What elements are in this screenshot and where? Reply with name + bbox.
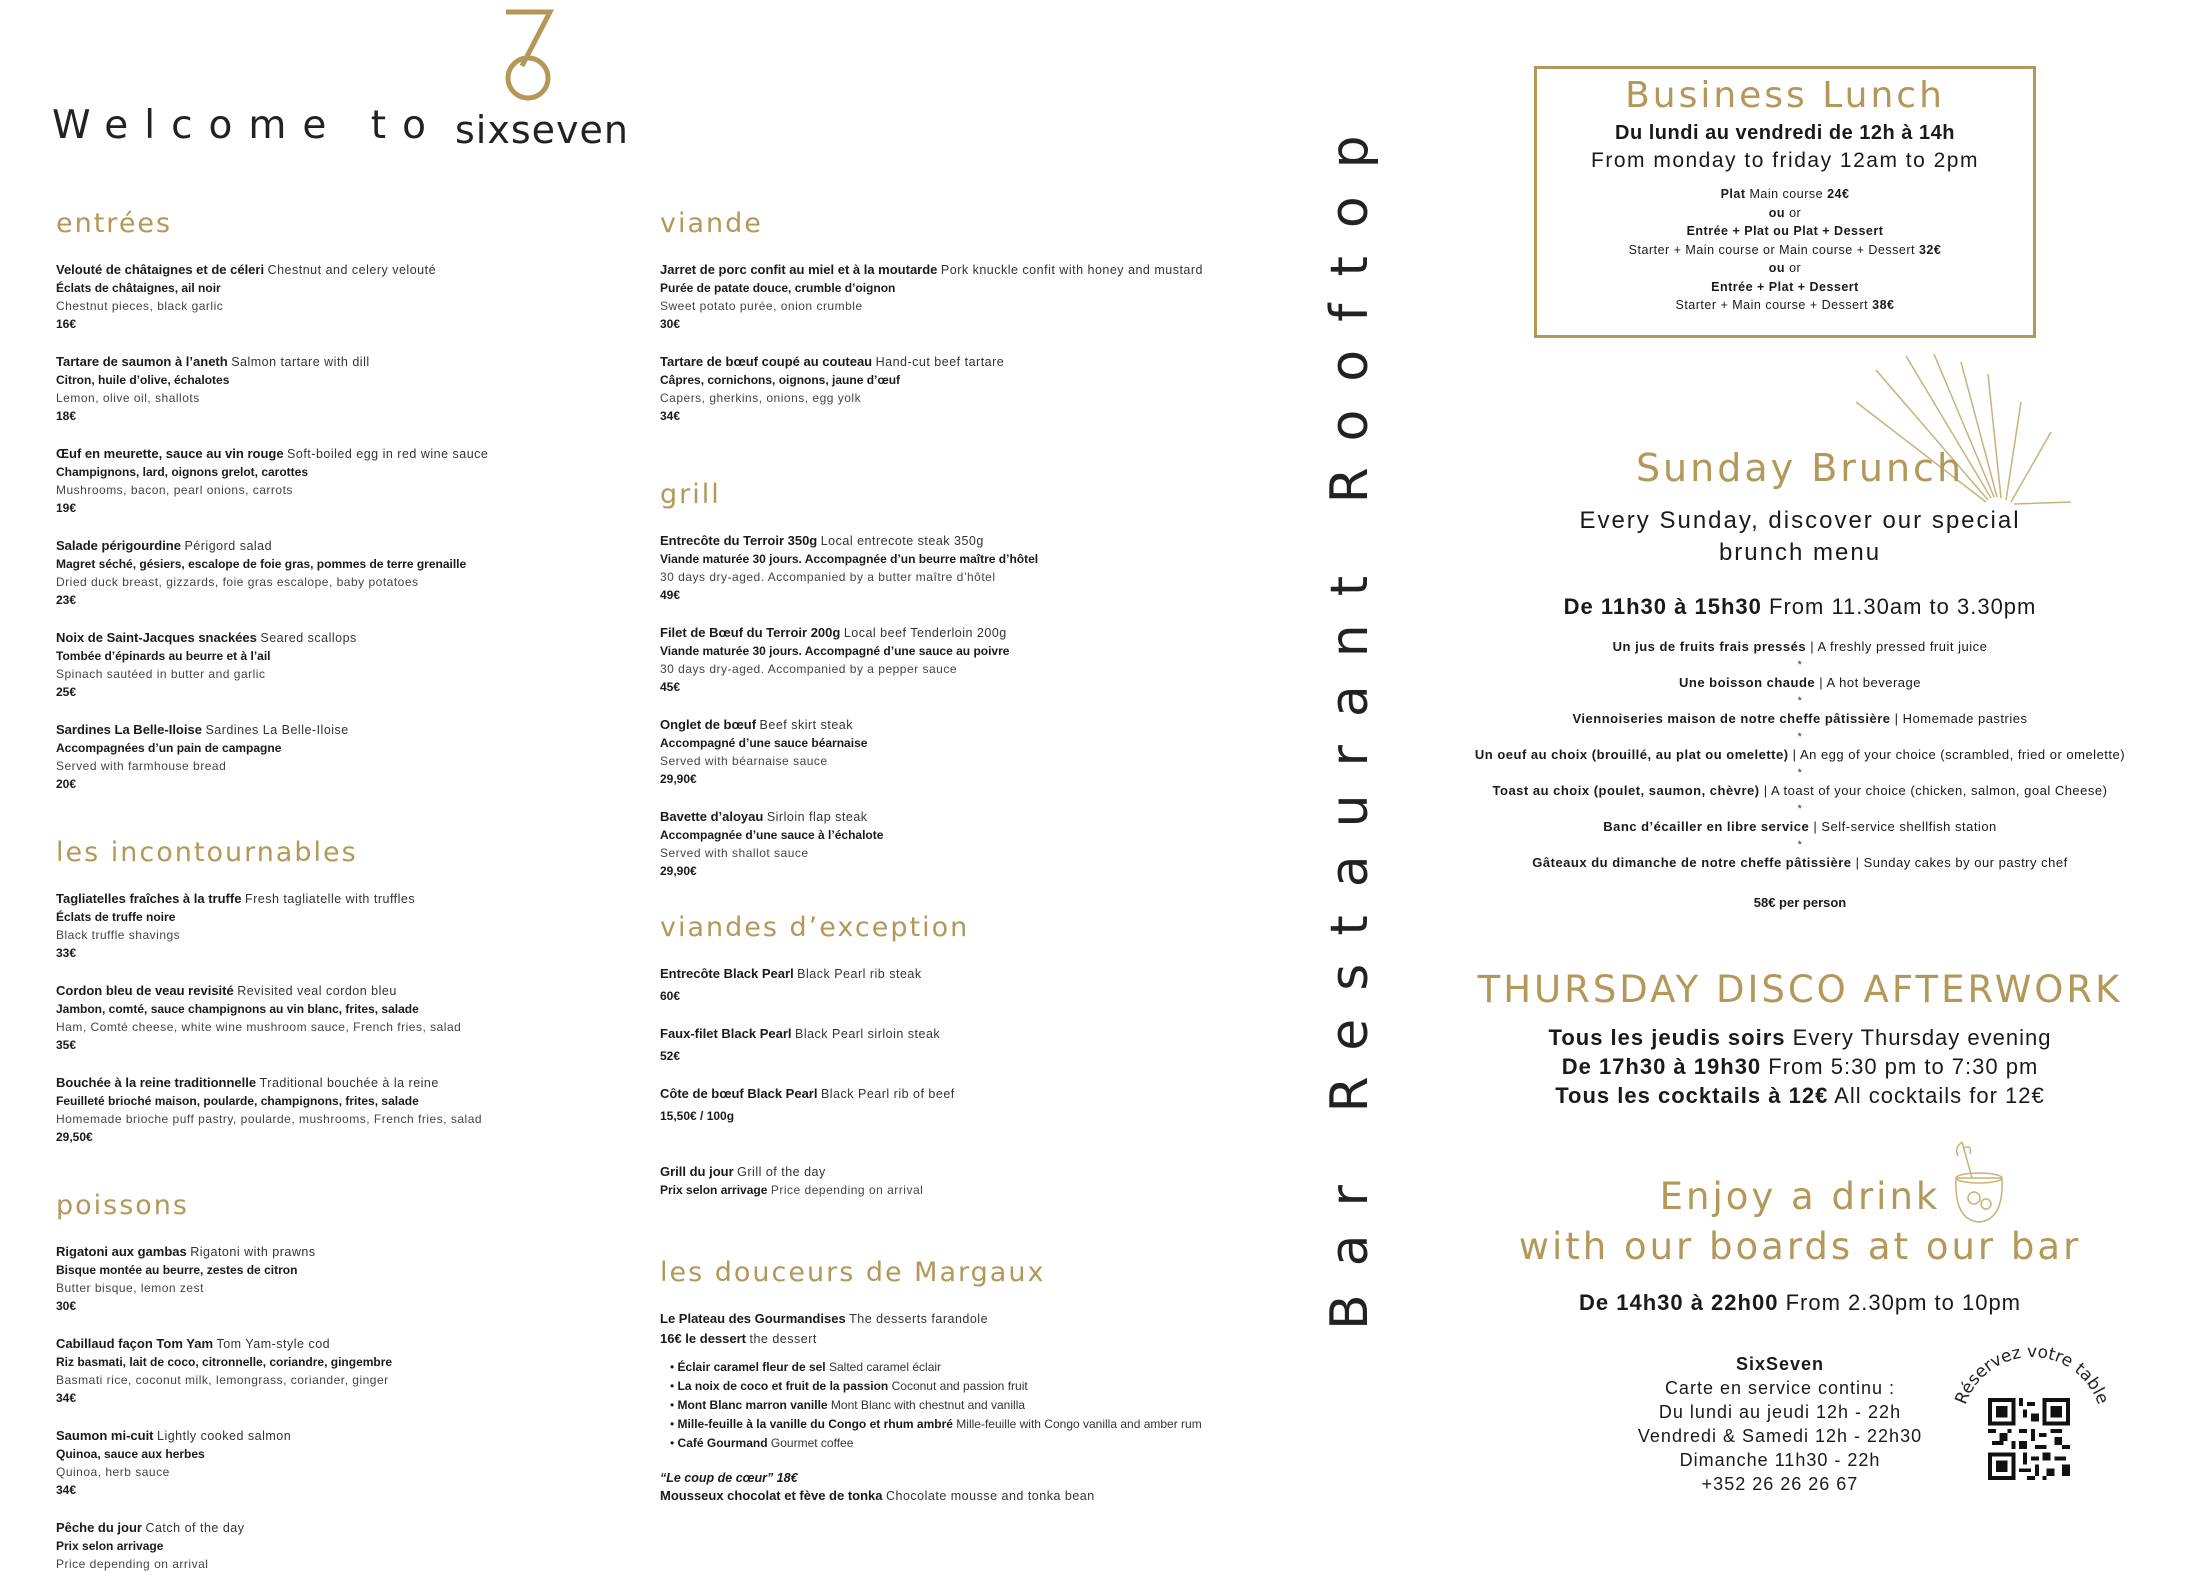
item-name: Entrecôte du Terroir 350g: [660, 533, 818, 548]
section-douceurs: [660, 1257, 1320, 1505]
item-sub: Butter bisque, lemon zest: [56, 1281, 204, 1295]
item-name: Grill du jour: [660, 1164, 734, 1179]
brunch-separator: *: [1797, 803, 1803, 815]
formula-two-courses: Entrée + Plat ou Plat + Dessert: [1686, 224, 1884, 238]
menu-item: [56, 261, 616, 333]
item-sub: Price depending on arrival: [770, 1183, 924, 1197]
formula-three-courses-en: Starter + Main course + Dessert: [1675, 298, 1869, 312]
item-en: Local entrecote steak 350g: [820, 534, 984, 548]
formula-three-courses-price: 38€: [1872, 298, 1895, 312]
brunch-item-fr: Viennoiseries maison de notre cheffe pâtissière: [1572, 711, 1891, 726]
disco-cocktails-fr: Tous les cocktails à 12€: [1555, 1083, 1829, 1108]
restaurant-name: SixSeven: [1735, 1354, 1825, 1374]
item-sub: Quinoa, herb sauce: [56, 1465, 170, 1479]
dessert-en: Salted caramel éclair: [828, 1360, 942, 1374]
qr-code-icon[interactable]: [1988, 1398, 2070, 1480]
item-sub: Served with béarnaise sauce: [660, 754, 828, 768]
brunch-separator: *: [1797, 839, 1803, 851]
sunday-brunch-items: [1420, 638, 2180, 872]
item-name: Faux-filet Black Pearl: [660, 1026, 792, 1041]
item-price: 34€: [56, 1483, 77, 1497]
menu-item: [660, 1025, 1320, 1065]
menu-item: [660, 624, 1320, 696]
brunch-separator: *: [1797, 731, 1803, 743]
formula-two-courses-en: Starter + Main course or Main course + Dessert: [1628, 242, 1915, 257]
item-fr: Bisque montée au beurre, zestes de citron: [56, 1263, 298, 1277]
item-en: Traditional bouchée à la reine: [259, 1076, 439, 1090]
menu-item: [660, 965, 1320, 1005]
item-price: 60€: [660, 989, 681, 1003]
item-en: Salmon tartare with dill: [231, 355, 370, 369]
brunch-item: [1420, 674, 2180, 692]
item-en: Soft-boiled egg in red wine sauce: [287, 447, 489, 461]
item-en: Black Pearl sirloin steak: [794, 1027, 941, 1041]
item-price: 15,50€ / 100g: [660, 1109, 735, 1123]
item-price: 30€: [660, 317, 681, 331]
brunch-item-en: | Sunday cakes by our pastry chef: [1855, 855, 2068, 870]
item-en: Beef skirt steak: [759, 718, 853, 732]
exception-list: [660, 965, 1320, 1125]
drink-title-1: Enjoy a drink: [1659, 1175, 1941, 1218]
formula-plat-en: Main course: [1749, 187, 1824, 201]
menu-item: [660, 1085, 1320, 1125]
welcome-text: Welcome to: [52, 103, 442, 148]
disco-time-fr: De 17h30 à 19h30: [1561, 1054, 1762, 1079]
dessert-en: Gourmet coffee: [770, 1436, 854, 1450]
business-lunch-title: Business Lunch: [1625, 75, 1945, 116]
item-fr: Câpres, cornichons, oignons, jaune d’œuf: [660, 373, 901, 387]
item-fr: Riz basmati, lait de coco, citronnelle, coriandre, gingembre: [56, 1355, 393, 1369]
section-title-poissons: poissons: [56, 1190, 189, 1221]
menu-item: [56, 629, 616, 701]
item-price: 45€: [660, 680, 681, 694]
item-name: Cordon bleu de veau revisité: [56, 983, 234, 998]
item-name: Bavette d’aloyau: [660, 809, 764, 824]
item-fr: Quinoa, sauce aux herbes: [56, 1447, 205, 1461]
item-sub: Price depending on arrival: [56, 1557, 209, 1571]
item-name: Bouchée à la reine traditionnelle: [56, 1075, 257, 1090]
section-poissons: [56, 1190, 616, 1573]
item-price: 35€: [56, 1038, 77, 1052]
item-fr: Feuilleté brioché maison, poularde, champignons, frites, salade: [56, 1094, 419, 1108]
section-title-entrees: entrées: [56, 208, 173, 239]
item-name: Filet de Bœuf du Terroir 200g: [660, 625, 841, 640]
coup-de-coeur-label: “Le coup de cœur” 18€: [660, 1471, 798, 1485]
mousse-name: Mousseux chocolat et fève de tonka: [660, 1488, 883, 1503]
item-sub: Spinach sautéed in butter and garlic: [56, 667, 266, 681]
dessert-name: Café Gourmand: [677, 1436, 768, 1450]
item-fr: Prix selon arrivage: [660, 1183, 768, 1197]
disco-title: THURSDAY DISCO AFTERWORK: [1477, 968, 2123, 1011]
or-fr: ou: [1768, 261, 1786, 275]
drink-title: [1420, 1172, 2180, 1272]
hours-sunday: Dimanche 11h30 - 22h: [1679, 1450, 1881, 1470]
item-price: 18€: [56, 409, 77, 423]
formula-plat: Plat: [1720, 187, 1746, 201]
brunch-item-fr: Un jus de fruits frais pressés: [1612, 639, 1807, 654]
or-fr: ou: [1768, 205, 1786, 220]
business-lunch-box: [1534, 66, 2036, 338]
sixseven-logo: [498, 6, 558, 106]
item-price: 29,90€: [660, 864, 697, 878]
brunch-item: [1420, 818, 2180, 836]
item-sub: Chestnut pieces, black garlic: [56, 299, 224, 313]
item-sub: 30 days dry-aged. Accompanied by a butter maître d’hôtel: [660, 570, 996, 584]
item-fr: Viande maturée 30 jours. Accompagnée d’un beurre maître d’hôtel: [660, 552, 1039, 566]
item-name: Rigatoni aux gambas: [56, 1244, 187, 1259]
drink-time: [1420, 1290, 2180, 1316]
item-sub: Mushrooms, bacon, pearl onions, carrots: [56, 483, 293, 497]
item-sub: 30 days dry-aged. Accompanied by a pepper sauce: [660, 662, 958, 676]
item-en: Rigatoni with prawns: [190, 1245, 316, 1259]
brunch-item: [1420, 638, 2180, 656]
dessert-item: • Éclair caramel fleur de sel Salted caramel éclair: [670, 1360, 942, 1374]
item-fr: Champignons, lard, oignons grelot, carottes: [56, 465, 309, 479]
service-note: Carte en service continu :: [1664, 1378, 1896, 1398]
dessert-name: Mille-feuille à la vanille du Congo et rhum ambré: [677, 1417, 953, 1431]
sunday-brunch-desc: [1420, 505, 2180, 569]
item-en: Sirloin flap steak: [766, 810, 868, 824]
brunch-item-fr: Toast au choix (poulet, saumon, chèvre): [1492, 783, 1760, 798]
reserve-text: Réservez votre table: [1951, 1341, 2113, 1408]
or-en: or: [1789, 261, 1802, 275]
item-en: Catch of the day: [145, 1521, 245, 1535]
item-fr: Accompagné d’une sauce béarnaise: [660, 736, 868, 750]
business-lunch-menu: [1537, 185, 2033, 315]
dessert-en: Mont Blanc with chestnut and vanilla: [830, 1398, 1026, 1412]
mousse-en: Chocolate mousse and tonka bean: [886, 1489, 1095, 1503]
item-en: Sardines La Belle-Iloise: [205, 723, 349, 737]
sunday-brunch-time: [1420, 594, 2180, 620]
menu-item: [56, 353, 616, 425]
hours-friday-saturday: Vendredi & Samedi 12h - 22h30: [1637, 1426, 1923, 1446]
item-en: Revisited veal cordon bleu: [237, 984, 397, 998]
item-price: 16€: [56, 317, 77, 331]
brunch-item-en: | A freshly pressed fruit juice: [1810, 639, 1988, 654]
drink-time-en: From 2.30pm to 10pm: [1785, 1290, 2022, 1315]
item-en: Pork knuckle confit with honey and mustard: [940, 263, 1204, 277]
disco-day-fr: Tous les jeudis soirs: [1548, 1025, 1786, 1050]
plateau-gourmandises: [660, 1310, 1320, 1348]
brunch-item: [1420, 782, 2180, 800]
item-price: 29,90€: [660, 772, 697, 786]
poissons-list: [56, 1243, 616, 1573]
menu-item: [56, 890, 616, 962]
item-en: Chestnut and celery velouté: [267, 263, 437, 277]
item-en: Hand-cut beef tartare: [875, 355, 1005, 369]
brunch-item-en: | A toast of your choice (chicken, salmon, goal Cheese): [1763, 783, 2108, 798]
sunday-brunch-price: 58€ per person: [1753, 895, 1847, 910]
desserts-list: [670, 1358, 1320, 1453]
item-name: Cabillaud façon Tom Yam: [56, 1336, 213, 1351]
drink-title-2: with our boards at our bar: [1518, 1225, 2082, 1268]
formula-plat-price: 24€: [1827, 187, 1850, 201]
item-name: Salade périgourdine: [56, 538, 181, 553]
brunch-item: [1420, 854, 2180, 872]
item-price: 49€: [660, 588, 681, 602]
item-fr: Tombée d’épinards au beurre et à l’ail: [56, 649, 271, 663]
menu-item: [56, 445, 616, 517]
dessert-en: Mille-feuille with Congo vanilla and amber rum: [956, 1417, 1202, 1431]
dessert-name: Mont Blanc marron vanille: [677, 1398, 828, 1412]
grill-list: [660, 532, 1320, 880]
item-fr: Citron, huile d’olive, échalotes: [56, 373, 230, 387]
brunch-item: [1420, 710, 2180, 728]
brunch-item-fr: Banc d’écailler en libre service: [1603, 819, 1810, 834]
sunday-brunch-desc-1: Every Sunday, discover our special: [1579, 507, 2021, 534]
menu-item: [660, 532, 1320, 604]
item-name: Tagliatelles fraîches à la truffe: [56, 891, 242, 906]
plateau-price-en: the dessert: [749, 1332, 817, 1346]
section-grill: [660, 479, 1320, 880]
item-price: 25€: [56, 685, 77, 699]
entrees-list: [56, 261, 616, 793]
item-en: Seared scallops: [260, 631, 357, 645]
plateau-en: The desserts farandole: [849, 1312, 989, 1326]
sunday-brunch-title: Sunday Brunch: [1635, 446, 1965, 490]
menu-item: [56, 1427, 616, 1499]
disco-day-en: Every Thursday evening: [1792, 1025, 2052, 1050]
section-title-exception: viandes d’exception: [660, 912, 970, 943]
menu-item: [660, 353, 1320, 425]
item-name: Côte de bœuf Black Pearl: [660, 1086, 818, 1101]
item-price: 33€: [56, 946, 77, 960]
item-name: Saumon mi-cuit: [56, 1428, 154, 1443]
grill-du-jour: [660, 1163, 1320, 1199]
disco-cocktails-en: All cocktails for 12€: [1834, 1083, 2045, 1108]
brunch-item-en: | A hot beverage: [1819, 675, 1921, 690]
item-sub: Dried duck breast, gizzards, foie gras escalope, baby potatoes: [56, 575, 419, 589]
item-name: Œuf en meurette, sauce au vin rouge: [56, 446, 284, 461]
item-fr: Accompagnées d’un pain de campagne: [56, 741, 282, 755]
item-name: Velouté de châtaignes et de céleri: [56, 262, 265, 277]
section-title-incontournables: les incontournables: [56, 837, 358, 868]
phone-number[interactable]: +352 26 26 26 67: [1701, 1474, 1859, 1494]
brunch-item: [1420, 746, 2180, 764]
section-title-grill: grill: [660, 479, 721, 510]
item-en: Lightly cooked salmon: [157, 1429, 292, 1443]
dessert-item: • Mille-feuille à la vanille du Congo et rhum ambré Mille-feuille with Congo vanilla and amber rum: [670, 1417, 1202, 1431]
item-en: Black Pearl rib of beef: [820, 1087, 955, 1101]
item-price: 30€: [56, 1299, 77, 1313]
item-price: 19€: [56, 501, 77, 515]
vertical-title: [1320, 107, 1380, 1330]
disco-details: [1420, 1023, 2180, 1110]
item-fr: Éclats de châtaignes, ail noir: [56, 281, 221, 295]
brunch-item-en: | Homemade pastries: [1894, 711, 2028, 726]
menu-item: [56, 982, 616, 1054]
dessert-item: • Café Gourmand Gourmet coffee: [670, 1436, 854, 1450]
brunch-item-fr: Une boisson chaude: [1679, 675, 1816, 690]
item-fr: Éclats de truffe noire: [56, 910, 176, 924]
dessert-name: Éclair caramel fleur de sel: [677, 1360, 826, 1374]
item-fr: Accompagnée d’une sauce à l’échalote: [660, 828, 884, 842]
plateau-name: Le Plateau des Gourmandises: [660, 1311, 846, 1326]
item-sub: Basmati rice, coconut milk, lemongrass, coriander, ginger: [56, 1373, 389, 1387]
item-sub: Lemon, olive oil, shallots: [56, 391, 200, 405]
item-fr: Magret séché, gésiers, escalope de foie gras, pommes de terre grenaille: [56, 557, 467, 571]
brunch-separator: *: [1797, 767, 1803, 779]
menu-item: [660, 808, 1320, 880]
item-sub: Ham, Comté cheese, white wine mushroom sauce, French fries, salad: [56, 1020, 462, 1034]
item-en: Tom Yam-style cod: [216, 1337, 331, 1351]
section-entrees: [56, 208, 616, 793]
brunch-item-fr: Un oeuf au choix (brouillé, au plat ou omelette): [1474, 747, 1789, 762]
section-title-viande: viande: [660, 208, 763, 239]
sunday-brunch-time-en: From 11.30am to 3.30pm: [1769, 594, 2037, 619]
formula-three-courses: Entrée + Plat + Dessert: [1711, 279, 1859, 294]
item-name: Onglet de bœuf: [660, 717, 757, 732]
dessert-item: • La noix de coco et fruit de la passion Coconut and passion fruit: [670, 1379, 1028, 1393]
brand-name: sixseven: [455, 108, 629, 152]
item-name: Sardines La Belle-Iloise: [56, 722, 202, 737]
sunday-brunch-desc-2: brunch menu: [1718, 539, 1882, 566]
disco-time-en: From 5:30 pm to 7:30 pm: [1768, 1054, 2039, 1079]
item-price: 29,50€: [56, 1130, 93, 1144]
item-en: Périgord salad: [184, 539, 273, 553]
brunch-item-fr: Gâteaux du dimanche de notre cheffe pâtissière: [1532, 855, 1852, 870]
menu-item: [56, 537, 616, 609]
menu-item: [56, 1074, 616, 1146]
item-sub: Served with farmhouse bread: [56, 759, 227, 773]
item-sub: Homemade brioche puff pastry, poularde, mushrooms, French fries, salad: [56, 1112, 483, 1126]
item-fr: Prix selon arrivage: [56, 1539, 164, 1553]
business-lunch-days-en: From monday to friday 12am to 2pm: [1591, 149, 1979, 172]
brunch-separator: *: [1797, 695, 1803, 707]
viande-list: [660, 261, 1320, 425]
item-name: Jarret de porc confit au miel et à la moutarde: [660, 262, 938, 277]
plateau-price: 16€ le dessert: [660, 1331, 747, 1346]
formula-two-courses-price: 32€: [1918, 242, 1942, 257]
item-en: Fresh tagliatelle with truffles: [244, 892, 416, 906]
item-name: Entrecôte Black Pearl: [660, 966, 794, 981]
item-name: Tartare de bœuf coupé au couteau: [660, 354, 873, 369]
incontournables-list: [56, 890, 616, 1146]
hours-weekdays: Du lundi au jeudi 12h - 22h: [1658, 1402, 1902, 1422]
item-price: 20€: [56, 777, 77, 791]
item-name: Pêche du jour: [56, 1520, 142, 1535]
item-fr: Viande maturée 30 jours. Accompagné d’une sauce au poivre: [660, 644, 1010, 658]
item-en: Grill of the day: [737, 1165, 826, 1179]
item-price: 34€: [56, 1391, 77, 1405]
item-name: Tartare de saumon à l’aneth: [56, 354, 228, 369]
item-name: Noix de Saint-Jacques snackées: [56, 630, 257, 645]
menu-item: [56, 1243, 616, 1315]
menu-item: [660, 261, 1320, 333]
section-incontournables: [56, 837, 616, 1146]
item-price: 23€: [56, 593, 77, 607]
brunch-item-en: | An egg of your choice (scrambled, fried or omelette): [1792, 747, 2126, 762]
item-sub: Sweet potato purée, onion crumble: [660, 299, 863, 313]
or-en: or: [1789, 205, 1802, 220]
section-exception: [660, 912, 1320, 1199]
menu-column-left: [56, 208, 616, 1593]
brunch-item-en: | Self-service shellfish station: [1813, 819, 1997, 834]
menu-item: [56, 1519, 616, 1573]
item-sub: Capers, gherkins, onions, egg yolk: [660, 391, 862, 405]
item-en: Local beef Tenderloin 200g: [843, 626, 1007, 640]
menu-item: [660, 716, 1320, 788]
item-sub: Black truffle shavings: [56, 928, 181, 942]
business-lunch-days-fr: Du lundi au vendredi de 12h à 14h: [1615, 122, 1955, 144]
section-viande: [660, 208, 1320, 425]
item-sub: Served with shallot sauce: [660, 846, 809, 860]
item-price: 52€: [660, 1049, 681, 1063]
section-title-douceurs: les douceurs de Margaux: [660, 1257, 1046, 1288]
drink-time-fr: De 14h30 à 22h00: [1578, 1290, 1779, 1315]
coup-de-coeur: [660, 1469, 1320, 1505]
item-fr: Jambon, comté, sauce champignons au vin blanc, frites, salade: [56, 1002, 419, 1016]
brunch-separator: *: [1797, 659, 1803, 671]
vertical-title-text: Bar Restaurant Rooftop: [1320, 107, 1380, 1330]
item-price: 34€: [660, 409, 681, 423]
dessert-en: Coconut and passion fruit: [891, 1379, 1028, 1393]
menu-column-middle: [660, 208, 1320, 1525]
sunday-brunch-time-fr: De 11h30 à 15h30: [1563, 594, 1762, 619]
item-fr: Purée de patate douce, crumble d’oignon: [660, 281, 896, 295]
menu-item: [56, 721, 616, 793]
menu-item: [56, 1335, 616, 1407]
item-en: Black Pearl rib steak: [797, 967, 922, 981]
dessert-name: La noix de coco et fruit de la passion: [677, 1379, 889, 1393]
dessert-item: • Mont Blanc marron vanille Mont Blanc with chestnut and vanilla: [670, 1398, 1026, 1412]
